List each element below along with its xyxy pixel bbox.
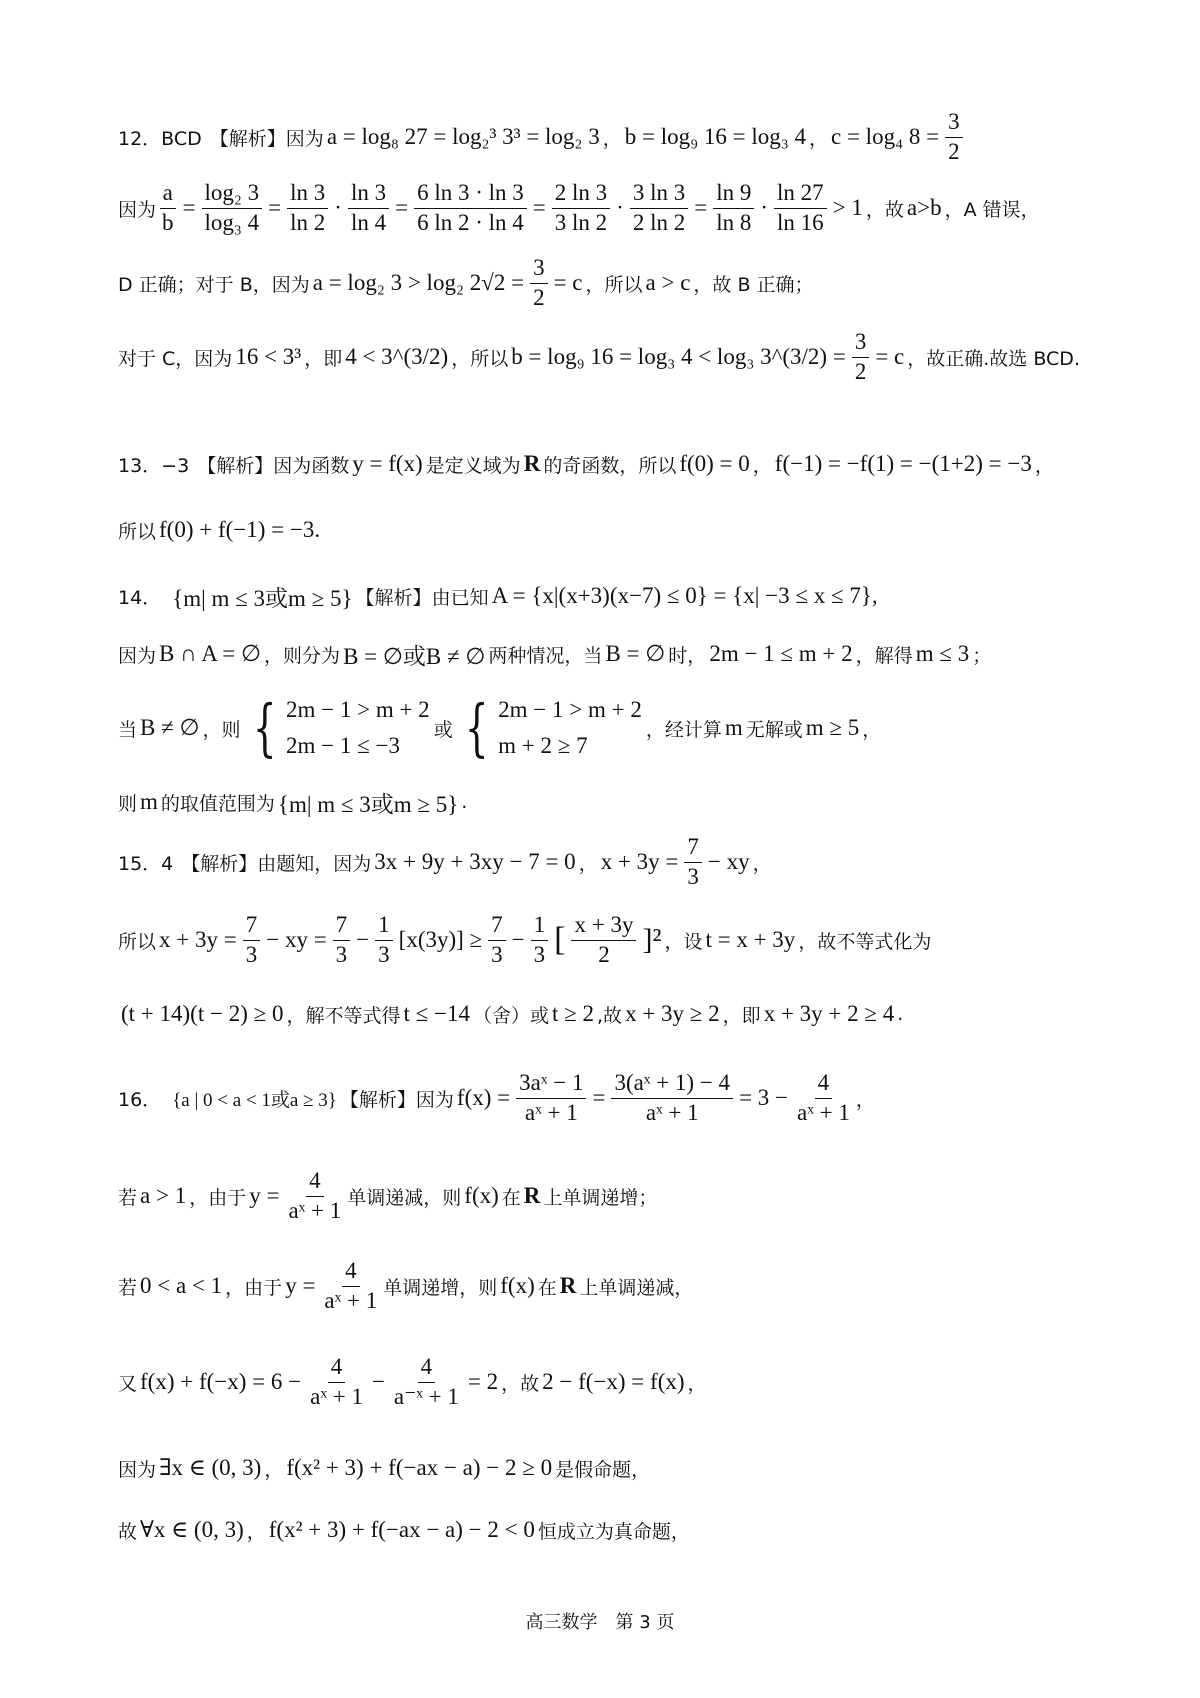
denominator: 3 [335, 941, 348, 967]
q12-line-1 [118, 109, 966, 164]
text: ， [1034, 454, 1054, 477]
formula: 0 < a < 1 [140, 1273, 223, 1298]
text: 因为函数 [273, 454, 350, 477]
formula: a > c [645, 270, 691, 295]
denominator: aˣ + 1 [797, 1099, 850, 1125]
formula: m ≤ 3 [915, 641, 970, 666]
reals-symbol: R [523, 1183, 541, 1208]
numerator: 4 [306, 1168, 324, 1196]
text: 又 [118, 1372, 138, 1395]
text: 无解或 [745, 718, 803, 741]
numerator: 6 ln 3 · ln 3 [414, 180, 527, 208]
denominator: aˣ + 1 [645, 1099, 699, 1125]
formula: ∃x ∈ (0, 3) [159, 1455, 262, 1480]
numerator: ln 9 [713, 180, 754, 208]
numerator: 2 ln 3 [552, 180, 610, 208]
formula: − [511, 927, 525, 952]
numerator: x + 3y [571, 912, 636, 940]
denominator: aˣ + 1 [524, 1099, 578, 1125]
text: 上单调递增； [543, 1186, 658, 1209]
text: 两种情况，当 [488, 644, 603, 667]
numerator: a [160, 180, 176, 208]
fraction [243, 912, 261, 968]
q16-line-2 [118, 1164, 657, 1228]
text: ，则分为 [264, 644, 341, 667]
formula: a > 1 [140, 1183, 187, 1208]
text: 在 [501, 1186, 521, 1209]
numerator: 3(aˣ + 1) − 4 [611, 1070, 733, 1098]
denominator: 3 ln 2 [554, 209, 608, 235]
q14-line-1 [118, 578, 881, 614]
answer: {a | 0 < a < 1或a ≥ 3} [172, 1089, 337, 1111]
numerator: ln 3 [287, 180, 328, 208]
equals: = [694, 195, 708, 220]
text: ，则 [202, 718, 241, 741]
formula: [x(3y)] ≥ [398, 927, 483, 952]
denominator: aˣ + 1 [310, 1383, 363, 1409]
numerator: 3 [945, 109, 963, 137]
formula: f(x) + f(−x) = 6 − [140, 1369, 302, 1394]
fraction [202, 180, 263, 236]
q13-line-2 [118, 512, 323, 548]
text: ，A 错误， [944, 198, 1040, 221]
numerator: ln 3 [348, 180, 389, 208]
numerator: 4 [815, 1070, 833, 1098]
text: . [897, 1003, 904, 1025]
formula: x + 3y = [159, 927, 237, 952]
brace: { [464, 691, 489, 764]
text: 由题知，因为 [257, 852, 372, 875]
text: ，故不等式化为 [798, 930, 932, 953]
fraction [684, 834, 702, 890]
text: ， [862, 718, 882, 741]
numerator: 3 [530, 255, 548, 283]
denominator: 2 ln 2 [632, 209, 686, 235]
fraction [794, 1070, 853, 1126]
formula: a = log₈ 27 = log₂³ 3³ = log₂ 3 [326, 124, 600, 149]
question-number: 16． [118, 1088, 162, 1111]
formula: m [724, 715, 743, 740]
denominator: ln 16 [777, 209, 824, 235]
fraction [285, 1168, 344, 1224]
equation-system [457, 691, 642, 764]
q16-line-3 [118, 1254, 693, 1318]
formula: f(x² + 3) + f(−ax − a) − 2 < 0 [268, 1517, 535, 1542]
formula: f(x) = [456, 1085, 511, 1110]
text: ， [687, 1372, 707, 1395]
denominator: 2 [533, 284, 545, 310]
formula: 4 < 3^(3/2) [345, 344, 449, 369]
formula: = 3 − [739, 1085, 789, 1110]
denominator: 6 ln 2 · ln 4 [417, 209, 524, 235]
equation-row: m + 2 ≥ 7 [498, 733, 588, 758]
denominator: 3 [687, 863, 699, 889]
text: 若 [118, 1276, 138, 1299]
denominator: 3 [491, 941, 503, 967]
text: 是定义域为 [425, 454, 521, 477]
fraction [611, 1070, 733, 1126]
denominator: ln 2 [290, 209, 326, 235]
formula: 2 − f(−x) = f(x) [542, 1369, 685, 1394]
formula: y = [249, 1183, 280, 1208]
formula: = c [553, 270, 583, 295]
equation-row: 2m − 1 > m + 2 [285, 697, 430, 722]
equals: = [182, 195, 196, 220]
text: 因为 [118, 198, 157, 221]
formula: x + 3y ≥ 2 [625, 1001, 720, 1026]
text: 或 [433, 718, 453, 741]
formula: x + 3y = [600, 849, 679, 874]
q12-line-4 [118, 330, 1080, 384]
q14-line-2 [118, 636, 991, 672]
answer: {m| m ≤ 3或m ≥ 5} [172, 585, 353, 611]
numerator: 3 ln 3 [630, 180, 688, 208]
denominator: b [162, 209, 174, 235]
analysis-tag: 【解析】 [181, 852, 258, 875]
bracket: [ [554, 921, 566, 958]
text: 在 [537, 1276, 557, 1299]
formula: 2m − 1 ≤ m + 2 [709, 641, 853, 666]
formula: f(0) = 0 [679, 451, 750, 476]
text: ，设 [664, 930, 703, 953]
denominator: a⁻ˣ + 1 [393, 1383, 459, 1409]
formula: > 1 [832, 195, 863, 220]
text: ， [808, 127, 828, 150]
text: D 正确；对于 B，因为 [118, 273, 310, 296]
numerator: 7 [488, 912, 506, 940]
dot: · [334, 195, 342, 220]
fraction [516, 1070, 586, 1126]
formula: 3x + 9y + 3xy − 7 = 0 [374, 849, 576, 874]
fraction [852, 329, 870, 385]
text: 故 [118, 1520, 138, 1543]
numerator: 4 [418, 1354, 436, 1382]
fraction [375, 912, 393, 968]
formula: = 2 [467, 1369, 499, 1394]
fraction [630, 180, 688, 236]
numerator: 1 [375, 912, 393, 940]
formula: ∀x ∈ (0, 3) [140, 1517, 244, 1542]
equals: = [395, 195, 409, 220]
text: 因为 [415, 1088, 454, 1111]
analysis-tag: 【解析】 [339, 1088, 416, 1111]
text: ,故 [597, 1004, 623, 1027]
text: 单调递减，则 [347, 1186, 462, 1209]
formula: B ∩ A = ∅ [159, 641, 262, 666]
text: ，经计算 [645, 718, 722, 741]
text: 若 [118, 1186, 138, 1209]
text: ，解不等式得 [286, 1004, 401, 1027]
denominator: 2 [598, 941, 610, 967]
text: ， [752, 852, 772, 875]
dot: · [616, 195, 624, 220]
formula: B = ∅ [605, 641, 666, 666]
fraction [321, 1258, 380, 1314]
text: ， [602, 127, 622, 150]
formula: c = log₄ 8 = [831, 124, 940, 149]
reals-symbol: R [523, 451, 541, 476]
numerator: 3aˣ − 1 [516, 1070, 586, 1098]
fraction [488, 912, 506, 968]
denominator: 3 [533, 941, 546, 967]
q15-line-2 [118, 908, 931, 972]
question-number: 12．BCD [118, 127, 202, 150]
fraction [287, 180, 328, 236]
text: ， [246, 1520, 266, 1543]
formula: A = {x|(x+3)(x−7) ≤ 0} = {x| −3 ≤ x ≤ 7}, [491, 583, 878, 608]
q15-line-3 [118, 994, 903, 1034]
formula: (t + 14)(t − 2) ≥ 0 [121, 1001, 284, 1026]
equation-row: 2m − 1 > m + 2 [498, 697, 642, 722]
text: 所以 [118, 520, 157, 543]
text: 对于 C，因为 [118, 347, 233, 370]
fraction [552, 180, 610, 236]
q16-line-5 [118, 1450, 650, 1486]
text: 因为 [118, 1458, 157, 1481]
text: 当 [118, 718, 138, 741]
text: . [461, 791, 468, 813]
fraction [391, 1354, 462, 1410]
analysis-tag: 【解析】 [209, 127, 286, 150]
fraction [571, 912, 636, 968]
q16-line-1 [118, 1066, 875, 1130]
bracket: ]² [642, 923, 662, 956]
denominator: aˣ + 1 [288, 1197, 342, 1223]
text: 因为 [285, 127, 324, 150]
q16-line-4 [118, 1350, 707, 1414]
numerator: 4 [342, 1258, 360, 1286]
numerator: ln 27 [774, 180, 827, 208]
text: ，由于 [189, 1186, 247, 1209]
text: 时， [668, 644, 707, 667]
text: 由已知 [431, 586, 489, 609]
question-number: 15．4 [118, 852, 174, 875]
denominator: ln 4 [350, 209, 387, 235]
q15-line-1 [118, 832, 772, 892]
text: ，所以 [451, 347, 509, 370]
text: ，所以 [585, 273, 643, 296]
formula: a = log₂ 3 > log₂ 2√2 = [312, 270, 525, 295]
formula: − xy = [266, 927, 327, 952]
fraction [531, 912, 549, 968]
fraction [159, 180, 177, 236]
denominator: aˣ + 1 [324, 1287, 378, 1313]
formula: {m| m ≤ 3或m ≥ 5} [277, 791, 459, 817]
formula: t ≥ 2 [552, 1001, 595, 1026]
numerator: 7 [684, 834, 702, 862]
formula: B = ∅或B ≠ ∅ [343, 643, 486, 669]
text: ， [855, 1088, 875, 1111]
text: 则 [118, 792, 138, 815]
formula: = [592, 1085, 606, 1110]
text: 是假命题， [555, 1458, 651, 1481]
text: ， [264, 1458, 284, 1481]
fraction [945, 109, 963, 165]
equation-system [245, 691, 430, 764]
formula: y = f(x) [352, 451, 423, 476]
fraction [414, 180, 527, 236]
text: 上单调递减， [579, 1276, 694, 1299]
text: 的奇函数，所以 [543, 454, 677, 477]
numerator: 3 [852, 329, 870, 357]
page-footer: 高三数学 第 3 页 [525, 1612, 675, 1633]
text: 单调递增，则 [383, 1276, 498, 1299]
text: ，由于 [225, 1276, 283, 1299]
question-number: 13．−3 [118, 454, 190, 477]
denominator: log₃ 4 [204, 209, 260, 235]
fraction [774, 180, 827, 236]
text: ，解得 [855, 644, 913, 667]
analysis-tag: 【解析】 [197, 454, 274, 477]
text: ，故 [501, 1372, 540, 1395]
formula: a>b [906, 195, 942, 220]
numerator: 4 [328, 1354, 346, 1382]
text: ，即 [722, 1004, 761, 1027]
formula: − [356, 927, 370, 952]
formula: f(x) [500, 1273, 535, 1298]
fraction [307, 1354, 366, 1410]
text: 的取值范围为 [160, 792, 275, 815]
fraction [333, 912, 351, 968]
denominator: 2 [854, 358, 867, 384]
text: 所以 [118, 930, 157, 953]
formula: f(−1) = −f(1) = −(1+2) = −3 [774, 451, 1032, 476]
fraction [713, 180, 754, 236]
fraction [348, 180, 389, 236]
text: ， [752, 454, 772, 477]
text: ，故 [865, 198, 904, 221]
formula: 16 < 3³ [235, 344, 302, 369]
text: ，即 [304, 347, 343, 370]
formula: x + 3y + 2 ≥ 4 [763, 1001, 895, 1026]
q12-line-2 [118, 178, 1040, 238]
text: ，故正确.故选 BCD. [907, 347, 1080, 370]
analysis-tag: 【解析】 [355, 586, 432, 609]
fraction [530, 255, 548, 311]
formula: − xy [707, 849, 750, 874]
q16-line-6 [118, 1512, 690, 1548]
formula: f(x) [464, 1183, 499, 1208]
numerator: log₂ 3 [202, 180, 263, 208]
text: ，故 B 正确； [693, 273, 814, 296]
numerator: 1 [531, 912, 549, 940]
formula: y = [285, 1273, 316, 1298]
formula: b = log₉ 16 = log₃ 4 < log₃ 3^(3/2) = [511, 344, 846, 369]
numerator: 7 [333, 912, 351, 940]
question-number: 14． [118, 586, 162, 609]
q14-line-3 [118, 690, 881, 766]
numerator: 7 [243, 912, 261, 940]
equals: = [268, 195, 282, 220]
q13-line-1 [118, 446, 1054, 482]
q14-line-4 [118, 784, 467, 820]
denominator: 3 [378, 941, 390, 967]
formula: m ≥ 5 [805, 715, 860, 740]
dot: · [760, 195, 769, 220]
denominator: 3 [245, 941, 258, 967]
formula: t = x + 3y [705, 927, 796, 952]
formula: t ≤ −14 [403, 1001, 470, 1026]
formula: m [140, 789, 158, 814]
formula: b = log₉ 16 = log₃ 4 [624, 124, 806, 149]
text: （舍）或 [472, 1004, 549, 1027]
text: ； [972, 644, 992, 667]
denominator: 2 [948, 138, 960, 164]
formula: f(0) + f(−1) = −3. [159, 517, 321, 542]
formula: − [371, 1369, 385, 1394]
reals-symbol: R [559, 1273, 577, 1298]
denominator: ln 8 [716, 209, 752, 235]
text: 恒成立为真命题， [537, 1520, 690, 1543]
formula: = c [875, 344, 905, 369]
brace: { [252, 691, 277, 764]
formula: f(x² + 3) + f(−ax − a) − 2 ≥ 0 [286, 1455, 553, 1480]
text: ， [578, 852, 598, 875]
q12-line-3 [118, 255, 814, 310]
formula: B ≠ ∅ [140, 715, 200, 740]
equation-row: 2m − 1 ≤ −3 [285, 733, 400, 758]
text: 因为 [118, 644, 157, 667]
equals: = [532, 195, 546, 220]
